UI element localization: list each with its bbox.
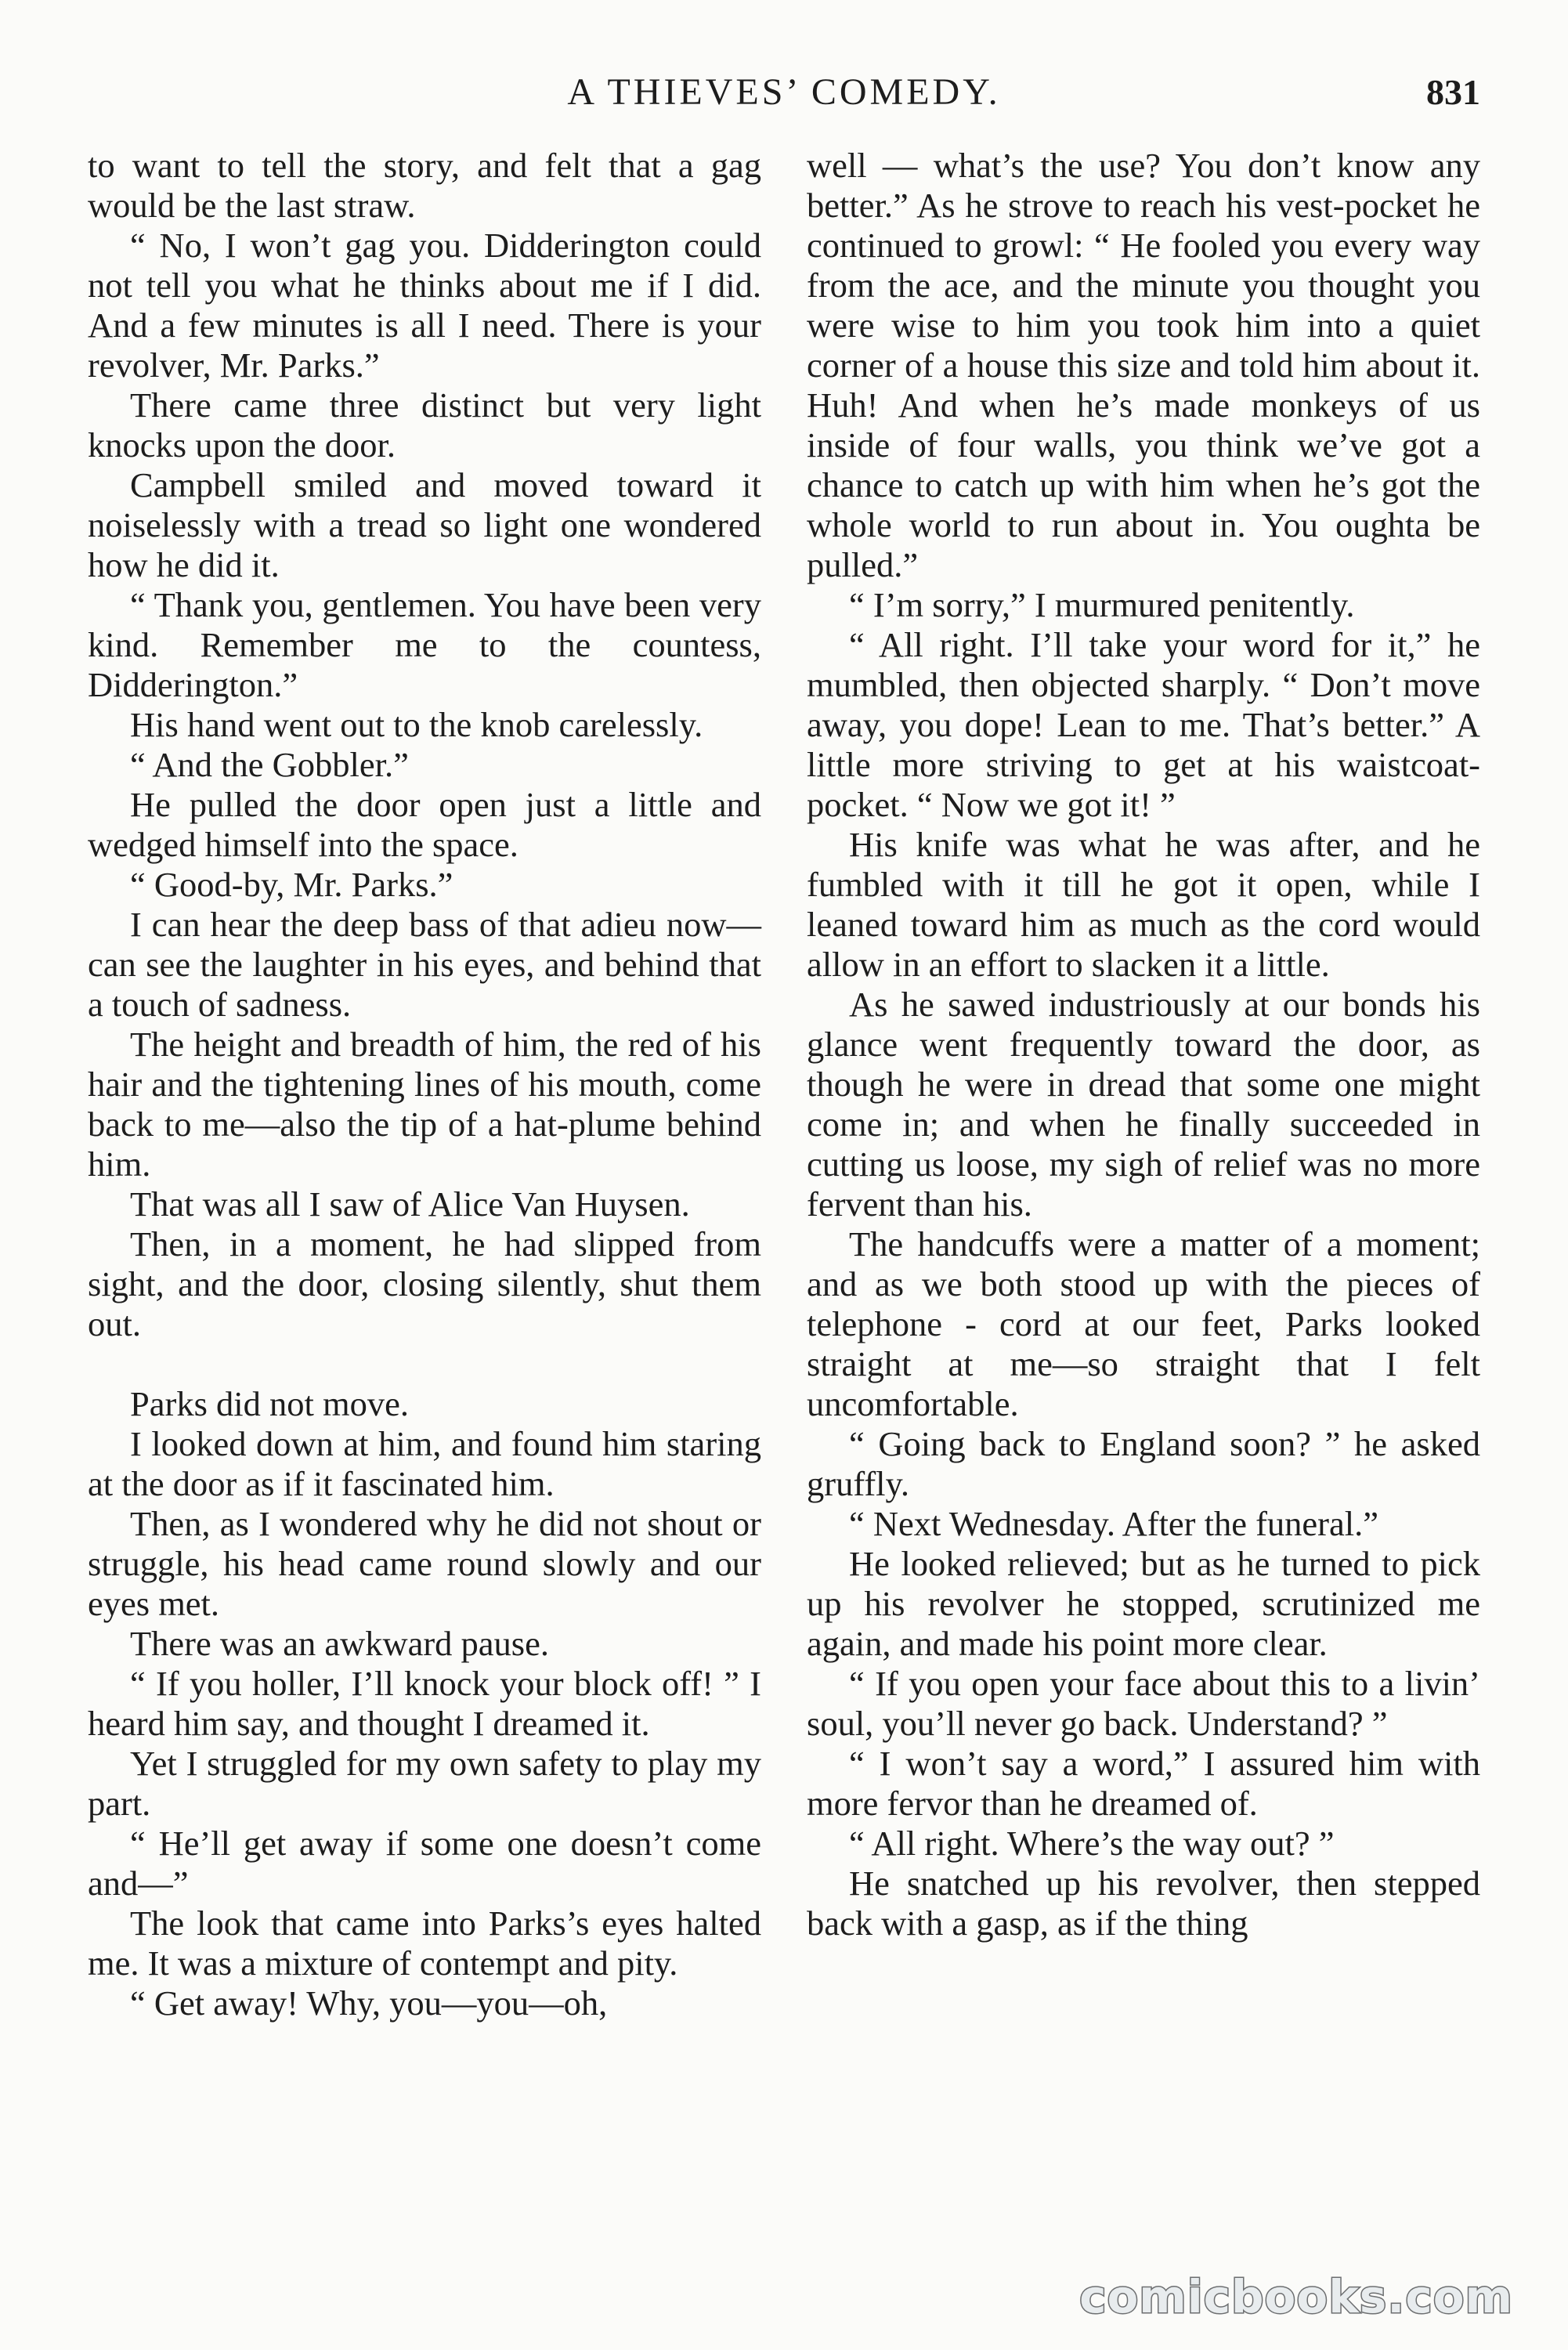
paragraph: to want to tell the story, and felt that a gag would be the last straw. <box>88 146 761 225</box>
paragraph: well — what’s the use? You don’t know any better.” As he strove to reach his vest-pocket he continued to growl: “ He fooled you every way from the ace, and the minute you thought you were wise to him you took him into a quiet corner of a house this size and told him about it. Huh! And when he’s made monkeys of us inside of four walls, you think we’ve got a chance to catch up with him when he’s got the whole world to run about in. You oughta be pulled.” <box>807 146 1480 584</box>
paragraph: “ And the Gobbler.” <box>130 745 409 784</box>
paragraph: “ Thank you, gentlemen. You have been very kind. Remember me to the countess, Didderington.” <box>88 585 761 704</box>
paragraph: “ Going back to England soon? ” he asked gruffly. <box>807 1424 1480 1503</box>
paragraph: Parks did not move. <box>130 1384 409 1423</box>
right-column <box>807 146 1480 1943</box>
paragraph: I looked down at him, and found him staring at the door as if it fascinated him. <box>88 1424 761 1503</box>
paragraph: His hand went out to the knob carelessly. <box>130 705 703 744</box>
paragraph: He pulled the door open just a little and wedged himself into the space. <box>88 785 761 864</box>
paragraph: The handcuffs were a matter of a moment; and as we both stood up with the pieces of telephone - cord at our feet, Parks looked straight at me—so straight that I felt uncomfortable. <box>807 1224 1480 1423</box>
paragraph: “ No, I won’t gag you. Didderington could not tell you what he thinks about me if I did. And a few minutes is all I need. There is your revolver, Mr. Parks.” <box>88 226 761 385</box>
running-head <box>0 69 1568 116</box>
paragraph: “ He’ll get away if some one doesn’t come and—” <box>88 1824 761 1903</box>
paragraph: Campbell smiled and moved toward it noiselessly with a tread so light one wondered how he did it. <box>88 465 761 584</box>
paragraph: “ All right. Where’s the way out? ” <box>849 1824 1335 1863</box>
paragraph: “ I won’t say a word,” I assured him with more fervor than he dreamed of. <box>807 1744 1480 1823</box>
paragraph: I can hear the deep bass of that adieu now—can see the laughter in his eyes, and behind that a touch of sadness. <box>88 905 761 1024</box>
paragraph: Then, in a moment, he had slipped from sight, and the door, closing silently, shut them out. <box>88 1224 761 1343</box>
paragraph: “ All right. I’ll take your word for it,” he mumbled, then objected sharply. “ Don’t move away, you dope! Lean to me. That’s better.” A little more striving to get at his waistcoat-pocket. “ Now we got it! ” <box>807 625 1480 824</box>
running-title: A THIEVES’ COMEDY. <box>567 71 1001 113</box>
paragraph: There came three distinct but very light knocks upon the door. <box>88 385 761 465</box>
paragraph: “ I’m sorry,” I murmured penitently. <box>849 585 1355 624</box>
watermark: comicbooks.com <box>1079 2270 1513 2323</box>
left-column <box>88 146 761 2023</box>
paragraph: “ Get away! Why, you—you—oh, <box>130 1983 608 2023</box>
paragraph: He snatched up his revolver, then stepped back with a gasp, as if the thing <box>807 1864 1480 1943</box>
paragraph: Yet I struggled for my own safety to play my part. <box>88 1744 761 1823</box>
paragraph: “ Good-by, Mr. Parks.” <box>130 865 453 904</box>
paragraph: The look that came into Parks’s eyes halted me. It was a mixture of contempt and pity. <box>88 1904 761 1983</box>
paragraph: He looked relieved; but as he turned to pick up his revolver he stopped, scrutinized me again, and made his point more clear. <box>807 1544 1480 1663</box>
paragraph: “ If you holler, I’ll knock your block off! ” I heard him say, and thought I dreamed it. <box>88 1664 761 1743</box>
paragraph: The height and breadth of him, the red of his hair and the tightening lines of his mouth, come back to me—also the tip of a hat-plume behind him. <box>88 1025 761 1184</box>
paragraph: That was all I saw of Alice Van Huysen. <box>130 1184 690 1224</box>
paragraph: Then, as I wondered why he did not shout or struggle, his head came round slowly and our eyes met. <box>88 1504 761 1623</box>
page-number: 831 <box>1426 72 1480 112</box>
paragraph: “ If you open your face about this to a livin’ soul, you’ll never go back. Understand? ” <box>807 1664 1480 1743</box>
paragraph: As he sawed industriously at our bonds his glance went frequently toward the door, as though he were in dread that some one might come in; and when he finally succeeded in cutting us loose, my sigh of relief was no more fervent than his. <box>807 985 1480 1224</box>
paragraph: His knife was what he was after, and he fumbled with it till he got it open, while I leaned toward him as much as the cord would allow in an effort to slacken it a little. <box>807 825 1480 984</box>
paragraph: There was an awkward pause. <box>130 1624 549 1663</box>
paragraph: “ Next Wednesday. After the funeral.” <box>849 1504 1378 1543</box>
